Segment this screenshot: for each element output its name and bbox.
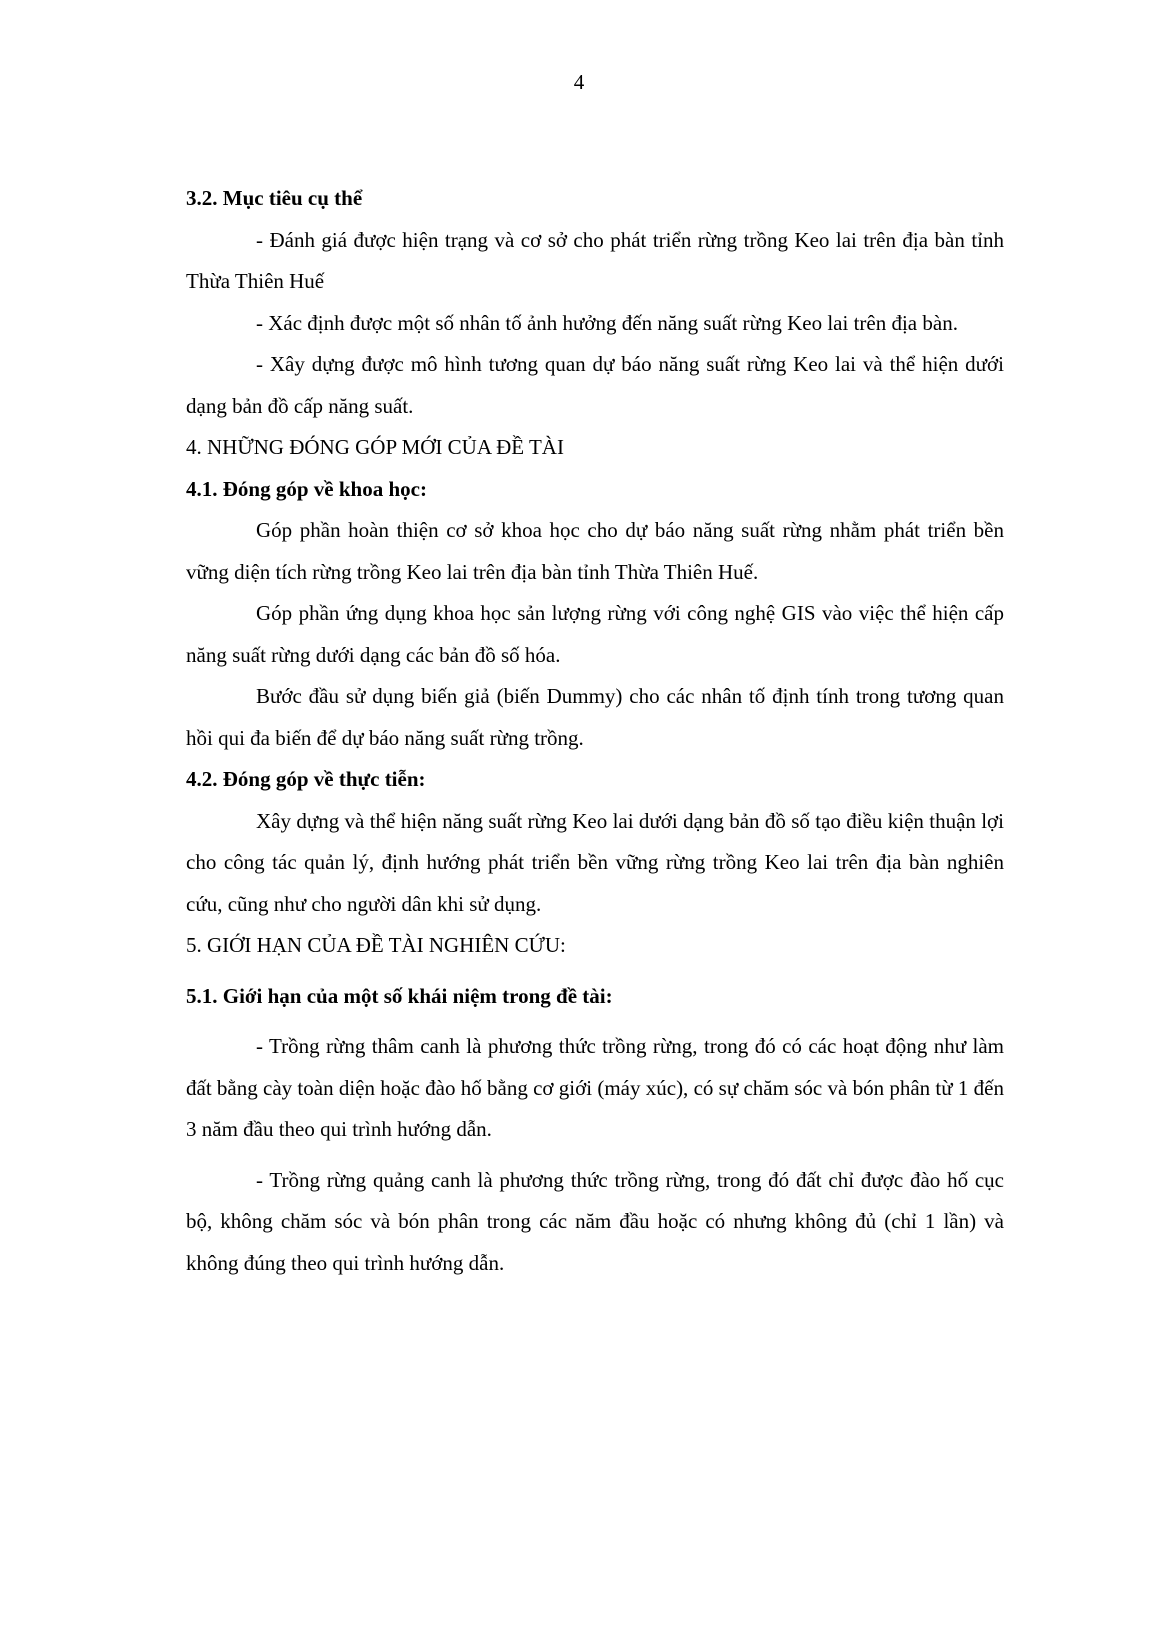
paragraph-4-2-1: Xây dựng và thể hiện năng suất rừng Keo lai dưới dạng bản đồ số tạo điều kiện thuận lợi cho công tác quản lý, định hướng phát triển bền vững rừng trồng Keo lai trên địa bàn nghiên cứu, cũng như cho người dân khi sử dụng.: [186, 808, 1004, 916]
heading-5-1: 5.1. Giới hạn của một số khái niệm trong đề tài:: [186, 983, 613, 1008]
paragraph-3-2-1: - Đánh giá được hiện trạng và cơ sở cho phát triển rừng trồng Keo lai trên địa bàn tỉnh Thừa Thiên Huế: [186, 227, 1004, 293]
paragraph-4-1-3: Bước đầu sử dụng biến giả (biến Dummy) cho các nhân tố định tính trong tương quan hồi qui đa biến để dự báo năng suất rừng trồng.: [186, 684, 1004, 750]
document-body: [186, 178, 1004, 1284]
paragraph-5-1-1: - Trồng rừng thâm canh là phương thức trồng rừng, trong đó có các hoạt động như làm đất bằng cày toàn diện hoặc đào hố bằng cơ giới (máy xúc), có sự chăm sóc và bón phân từ 1 đến 3 năm đầu theo qui trình hướng dẫn.: [186, 1034, 1004, 1141]
heading-4-1: 4.1. Đóng góp về khoa học:: [186, 476, 427, 501]
paragraph-4-1-2: Góp phần ứng dụng khoa học sản lượng rừng với công nghệ GIS vào việc thể hiện cấp năng suất rừng dưới dạng các bản đồ số hóa.: [186, 601, 1004, 667]
page-number: 4: [573, 70, 585, 94]
section-4-title: 4. NHỮNG ĐÓNG GÓP MỚI CỦA ĐỀ TÀI: [186, 435, 564, 459]
heading-4-2: 4.2. Đóng góp về thực tiễn:: [186, 767, 426, 791]
heading-3-2: 3.2. Mục tiêu cụ thể: [186, 186, 363, 210]
paragraph-4-1-1: Góp phần hoàn thiện cơ sở khoa học cho dự báo năng suất rừng nhằm phát triển bền vững diện tích rừng trồng Keo lai trên địa bàn tỉnh Thừa Thiên Huế.: [186, 518, 1004, 584]
section-5-title: 5. GIỚI HẠN CỦA ĐỀ TÀI NGHIÊN CỨU:: [186, 933, 566, 957]
paragraph-5-1-2: - Trồng rừng quảng canh là phương thức trồng rừng, trong đó đất chỉ được đào hố cục bộ, không chăm sóc và bón phân trong các năm đầu hoặc có nhưng không đủ (chỉ 1 lần) và không đúng theo qui trình hướng dẫn.: [186, 1167, 1004, 1275]
paragraph-3-2-2: - Xác định được một số nhân tố ảnh hưởng đến năng suất rừng Keo lai trên địa bàn.: [256, 310, 958, 335]
paragraph-3-2-3: - Xây dựng được mô hình tương quan dự báo năng suất rừng Keo lai và thể hiện dưới dạng bản đồ cấp năng suất.: [186, 352, 1004, 418]
